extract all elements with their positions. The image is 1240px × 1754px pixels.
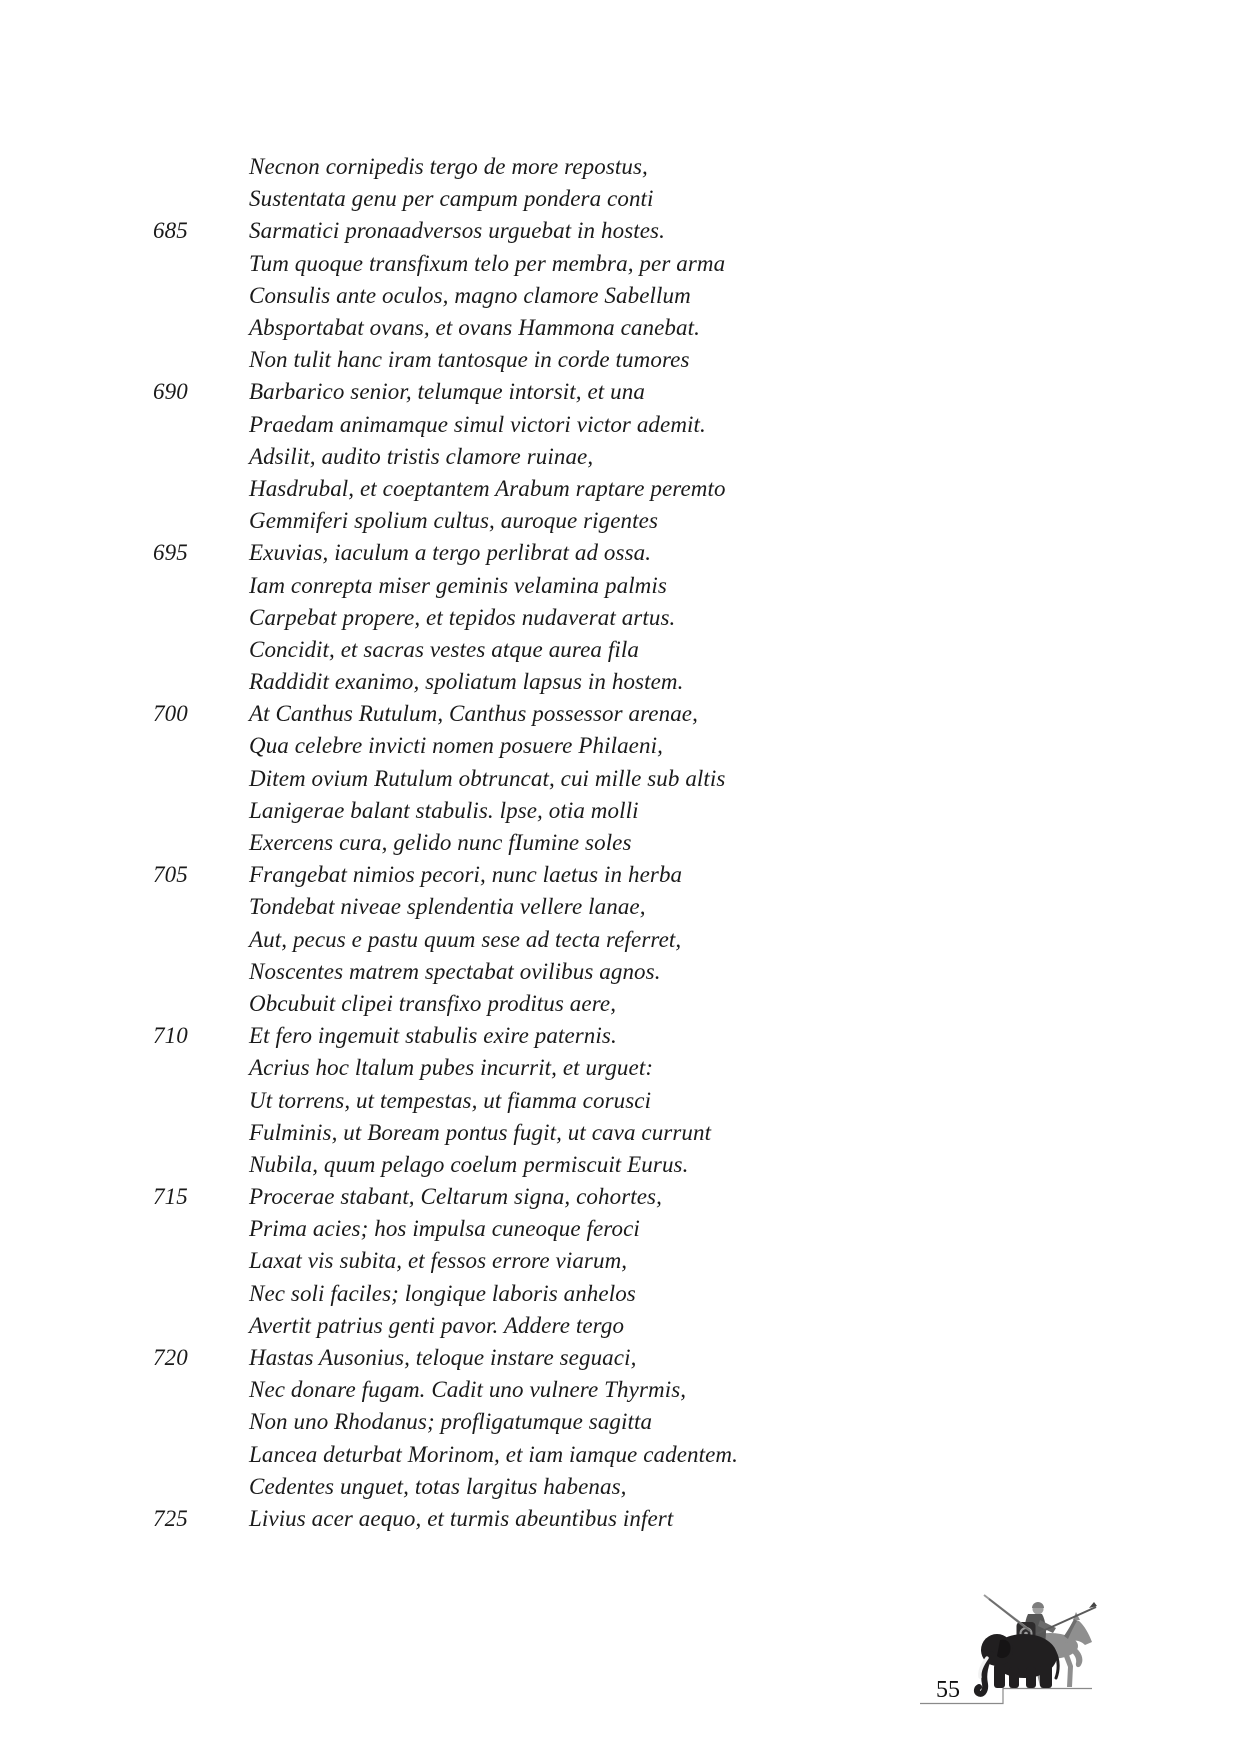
poem-line — [0, 1181, 738, 1213]
poem-line — [0, 795, 738, 827]
poem-line — [0, 505, 738, 537]
verse-number: 705 — [153, 862, 188, 888]
verse-text: Sarmatici pronaadversos urguebat in hostes. — [249, 218, 665, 244]
poem-line — [0, 151, 738, 183]
elephant-leg — [1009, 1667, 1019, 1688]
verse-number: 725 — [153, 1505, 188, 1531]
verse-text: Gemmiferi spolium cultus, auroque rigentes — [249, 508, 659, 534]
verse-number: 700 — [153, 701, 188, 727]
verse-text: Nec soli faciles; longique laboris anhelos — [249, 1280, 636, 1306]
poem-line — [0, 1439, 738, 1471]
poem-line — [0, 569, 738, 601]
verse-text: Barbarico senior, telumque intorsit, et una — [249, 379, 645, 405]
verse-text: Avertit patrius genti pavor. Addere tergo — [249, 1312, 625, 1338]
poem-text-block — [0, 151, 738, 1535]
verse-text: Exercens cura, gelido nunc fIumine soles — [249, 830, 632, 856]
poem-line — [0, 280, 738, 312]
poem-line — [0, 1374, 738, 1406]
poem-line — [0, 1020, 738, 1052]
poem-line — [0, 859, 738, 891]
verse-text: Consulis ante oculos, magno clamore Sabellum — [249, 282, 691, 308]
poem-line — [0, 376, 738, 408]
poem-line — [0, 634, 738, 666]
verse-number: 720 — [153, 1345, 188, 1371]
verse-text: Nec donare fugam. Cadit uno vulnere Thyrmis, — [249, 1377, 687, 1403]
stepped-footer-rule — [920, 1689, 1092, 1704]
verse-text: Frangebat nimios pecori, nunc laetus in herba — [249, 862, 683, 888]
elephant-silhouette — [977, 1634, 1058, 1694]
verse-text: Non tulit hanc iram tantosque in corde tumores — [249, 347, 690, 373]
verse-text: Laxat vis subita, et fessos errore viarum, — [249, 1248, 628, 1274]
poem-line — [0, 1052, 738, 1084]
verse-text: Praedam animamque simul victori victor ademit. — [249, 411, 706, 437]
verse-text: At Canthus Rutulum, Canthus possessor arenae, — [249, 701, 698, 727]
verse-text: Aut, pecus e pastu quum sese ad tecta referret, — [249, 926, 682, 952]
verse-text: Adsilit, audito tristis clamore ruinae, — [249, 443, 594, 469]
verse-text: Exuvias, iaculum a tergo perlibrat ad ossa. — [249, 540, 652, 566]
verse-text: Tondebat niveae splendentia vellere lanae, — [249, 894, 646, 920]
poem-line — [0, 891, 738, 923]
verse-text: Concidit, et sacras vestes atque aurea fila — [249, 636, 639, 662]
verse-text: Fulminis, ut Boream pontus fugit, ut cava currunt — [249, 1119, 712, 1145]
verse-text: Carpebat propere, et tepidos nudaverat artus. — [249, 604, 676, 630]
verse-text: Obcubuit clipei transfixo proditus aere, — [249, 990, 617, 1016]
poem-line — [0, 312, 738, 344]
left-spear-2 — [989, 1599, 1030, 1631]
poem-line — [0, 924, 738, 956]
elephant-leg — [1040, 1664, 1052, 1688]
poem-line — [0, 409, 738, 441]
verse-text: Prima acies; hos impulsa cuneoque feroci — [249, 1216, 640, 1242]
poem-line — [0, 602, 738, 634]
verse-text: Ditem ovium Rutulum obtruncat, cui mille sub altis — [249, 765, 726, 791]
verse-number: 715 — [153, 1184, 188, 1210]
verse-text: Acrius hoc ltalum pubes incurrit, et urguet: — [249, 1055, 654, 1081]
verse-text: Lancea deturbat Morinom, et iam iamque cadentem. — [249, 1441, 738, 1467]
poem-line — [0, 1310, 738, 1342]
verse-text: Tum quoque transfixum telo per membra, per arma — [249, 250, 726, 276]
poem-line — [0, 537, 738, 569]
verse-text: Qua celebre invicti nomen posuere Philaeni, — [249, 733, 663, 759]
verse-text: Lanigerae balant stabulis. lpse, otia molli — [249, 797, 639, 823]
verse-text: Noscentes matrem spectabat ovilibus agnos. — [249, 958, 661, 984]
poem-line — [0, 215, 738, 247]
poem-line — [0, 1503, 738, 1535]
poem-line — [0, 1406, 738, 1438]
verse-text: Et fero ingemuit stabulis exire paternis. — [249, 1023, 617, 1049]
poem-line — [0, 1278, 738, 1310]
verse-text: Hastas Ausonius, teloque instare seguaci, — [249, 1345, 637, 1371]
poem-line — [0, 1149, 738, 1181]
poem-line — [0, 1084, 738, 1116]
verse-text: Nubila, quum pelago coelum permiscuit Eurus. — [249, 1151, 689, 1177]
verse-text: Raddidit exanimo, spoliatum lapsus in hostem. — [249, 669, 684, 695]
verse-text: Hasdrubal, et coeptantem Arabum raptare peremto — [249, 475, 726, 501]
elephant-leg — [994, 1664, 1005, 1688]
poem-line — [0, 988, 738, 1020]
poem-line — [0, 956, 738, 988]
poem-line — [0, 1213, 738, 1245]
verse-text: Livius acer aequo, et turmis abeuntibus infert — [249, 1505, 674, 1531]
verse-number: 695 — [153, 540, 188, 566]
poem-line — [0, 248, 738, 280]
poem-line — [0, 441, 738, 473]
right-spear — [1036, 1607, 1096, 1634]
verse-text: Non uno Rhodanus; profligatumque sagitta — [249, 1409, 653, 1435]
poem-line — [0, 763, 738, 795]
elephant-tail — [1055, 1652, 1058, 1678]
poem-line — [0, 1117, 738, 1149]
poem-line — [0, 473, 738, 505]
poem-line — [0, 344, 738, 376]
poem-line — [0, 1342, 738, 1374]
elephant-leg — [1026, 1667, 1036, 1688]
verse-text: Absportabat ovans, et ovans Hammona canebat. — [249, 315, 700, 341]
poem-line — [0, 730, 738, 762]
poem-line — [0, 666, 738, 698]
horse-neck-head — [1062, 1619, 1092, 1645]
elephant-cavalry-illustration — [900, 1590, 1100, 1710]
verse-number: 685 — [153, 218, 188, 244]
verse-text: Ut torrens, ut tempestas, ut fiamma corusci — [249, 1087, 652, 1113]
poem-line — [0, 698, 738, 730]
rider-helmet — [1032, 1602, 1044, 1608]
verse-number: 690 — [153, 379, 188, 405]
horse-front-leg — [1063, 1652, 1073, 1687]
poem-line — [0, 1471, 738, 1503]
verse-number: 710 — [153, 1023, 188, 1049]
verse-text: Necnon cornipedis tergo de more repostus, — [249, 154, 648, 180]
poem-line — [0, 827, 738, 859]
verse-text: Iam conrepta miser geminis velamina palmis — [249, 572, 667, 598]
poem-line — [0, 183, 738, 215]
page-number: 55 — [936, 1677, 960, 1703]
verse-text: Cedentes unguet, totas largitus habenas, — [249, 1473, 627, 1499]
verse-text: Procerae stabant, Celtarum signa, cohortes, — [249, 1184, 662, 1210]
verse-text: Sustentata genu per campum pondera conti — [249, 186, 654, 212]
poem-line — [0, 1245, 738, 1277]
